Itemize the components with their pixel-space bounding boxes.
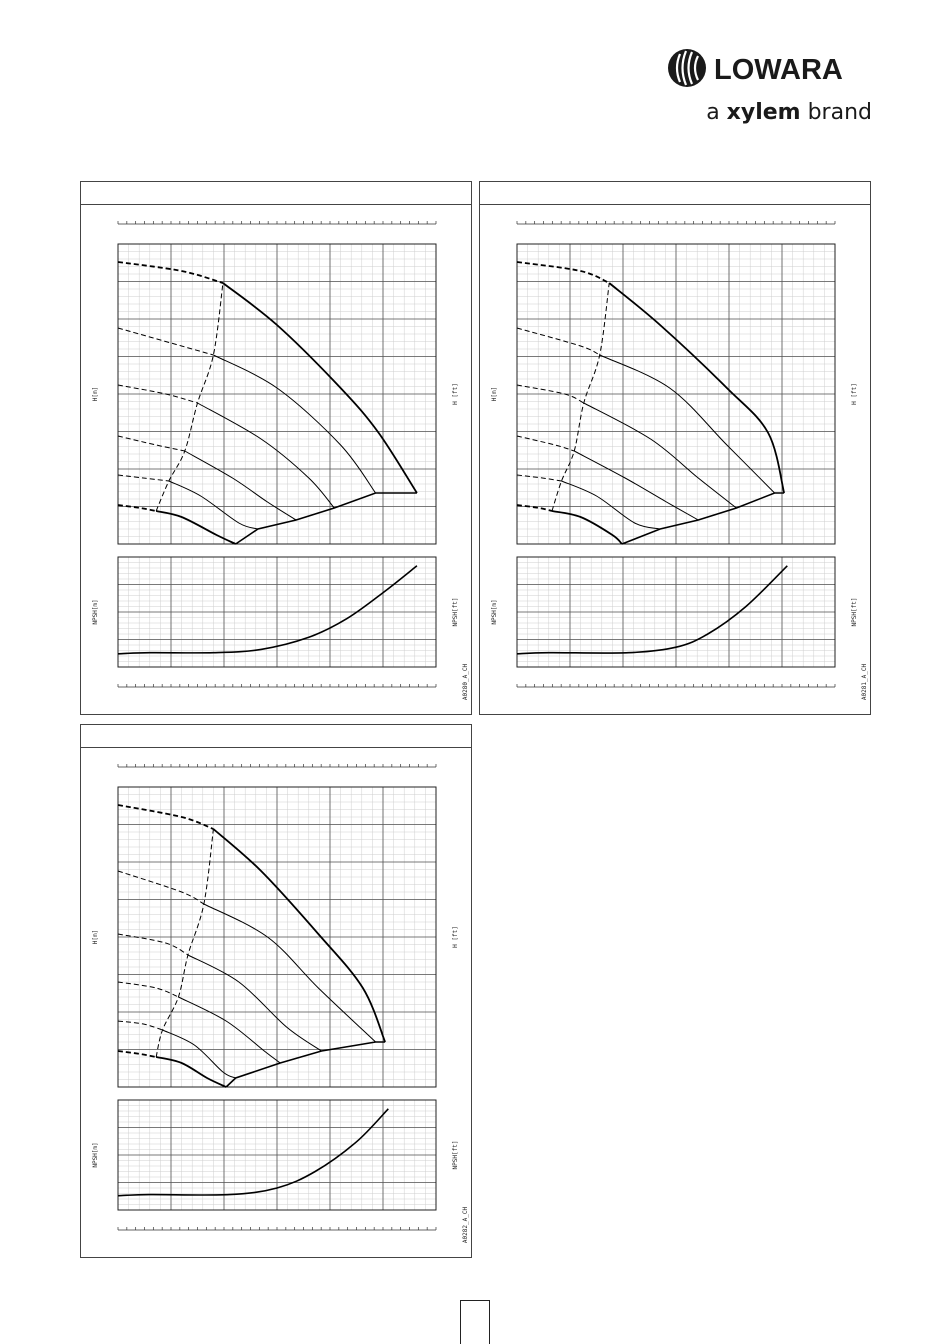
top-flow-axis <box>118 764 436 767</box>
pump-curve-panel-2 <box>479 181 871 715</box>
head-curve-dashed <box>118 1021 163 1030</box>
head-curve-dashed <box>517 436 574 451</box>
head-curve <box>562 481 661 529</box>
pump-curve-chart-2 <box>480 182 870 714</box>
head-axis-label-left: H[m] <box>491 386 498 402</box>
logo-wordmark: LOWARA <box>714 54 843 86</box>
head-curve-dashed <box>517 262 609 283</box>
head-curve <box>204 904 376 1042</box>
head-curves <box>118 805 385 1087</box>
npsh-axis-label-left: NPSH[m] <box>92 599 99 625</box>
operating-limit-dashed <box>156 829 213 1057</box>
top-flow-axis <box>118 221 436 224</box>
grid <box>118 1100 436 1210</box>
bottom-flow-axis <box>517 684 835 687</box>
head-curve-dashed <box>118 505 156 511</box>
head-curve <box>163 1030 236 1078</box>
head-curve <box>188 955 322 1051</box>
top-flow-axis <box>517 221 835 224</box>
lowara-swirl-icon <box>668 49 706 87</box>
logo-tagline: a xylem brand <box>706 100 872 125</box>
grid <box>118 787 436 1087</box>
grid <box>118 557 436 667</box>
npsh-axis-label-left: NPSH[m] <box>491 599 498 625</box>
pump-curve-chart-3 <box>81 725 471 1257</box>
head-curve <box>178 997 280 1063</box>
npsh-axis-label-right: NPSH[ft] <box>851 597 858 627</box>
head-curve-dashed <box>517 475 562 481</box>
npsh-axis-label-right: NPSH[ft] <box>452 1140 459 1170</box>
grid <box>517 557 835 667</box>
head-axis-label-right: H [ft] <box>452 926 459 948</box>
head-axis-label-left: H[m] <box>92 929 99 945</box>
chart-code-label: A0281_A_CH <box>861 663 868 701</box>
chart-code-label: A0282_A_CH <box>462 1206 469 1244</box>
bottom-flow-axis <box>118 1227 436 1230</box>
head-axis-label-left: H[m] <box>92 386 99 402</box>
lowara-logo <box>660 42 880 127</box>
operating-limit-dashed <box>156 283 223 511</box>
head-curve-dashed <box>118 1051 156 1057</box>
npsh-axis-label-left: NPSH[m] <box>92 1142 99 1168</box>
head-axis-label-right: H [ft] <box>851 383 858 405</box>
pump-curve-panel-1 <box>80 181 472 715</box>
head-curve-dashed <box>517 505 552 511</box>
head-curve-dashed <box>118 436 185 451</box>
head-curve-dashed <box>118 871 204 904</box>
head-curve <box>552 511 622 544</box>
head-curves <box>517 262 784 544</box>
head-curves <box>118 262 417 544</box>
npsh-axis-label-right: NPSH[ft] <box>452 597 459 627</box>
bottom-flow-axis <box>118 684 436 687</box>
pump-curve-panel-3 <box>80 724 472 1258</box>
pump-curve-chart-1 <box>81 182 471 714</box>
head-axis-label-right: H [ft] <box>452 383 459 405</box>
head-curve <box>213 829 385 1042</box>
head-curve-dashed <box>118 475 169 481</box>
head-curve-dashed <box>118 262 223 283</box>
page-number-box <box>460 1300 490 1344</box>
chart-code-label: A0280_A_CH <box>462 663 469 701</box>
head-curve <box>584 403 737 508</box>
